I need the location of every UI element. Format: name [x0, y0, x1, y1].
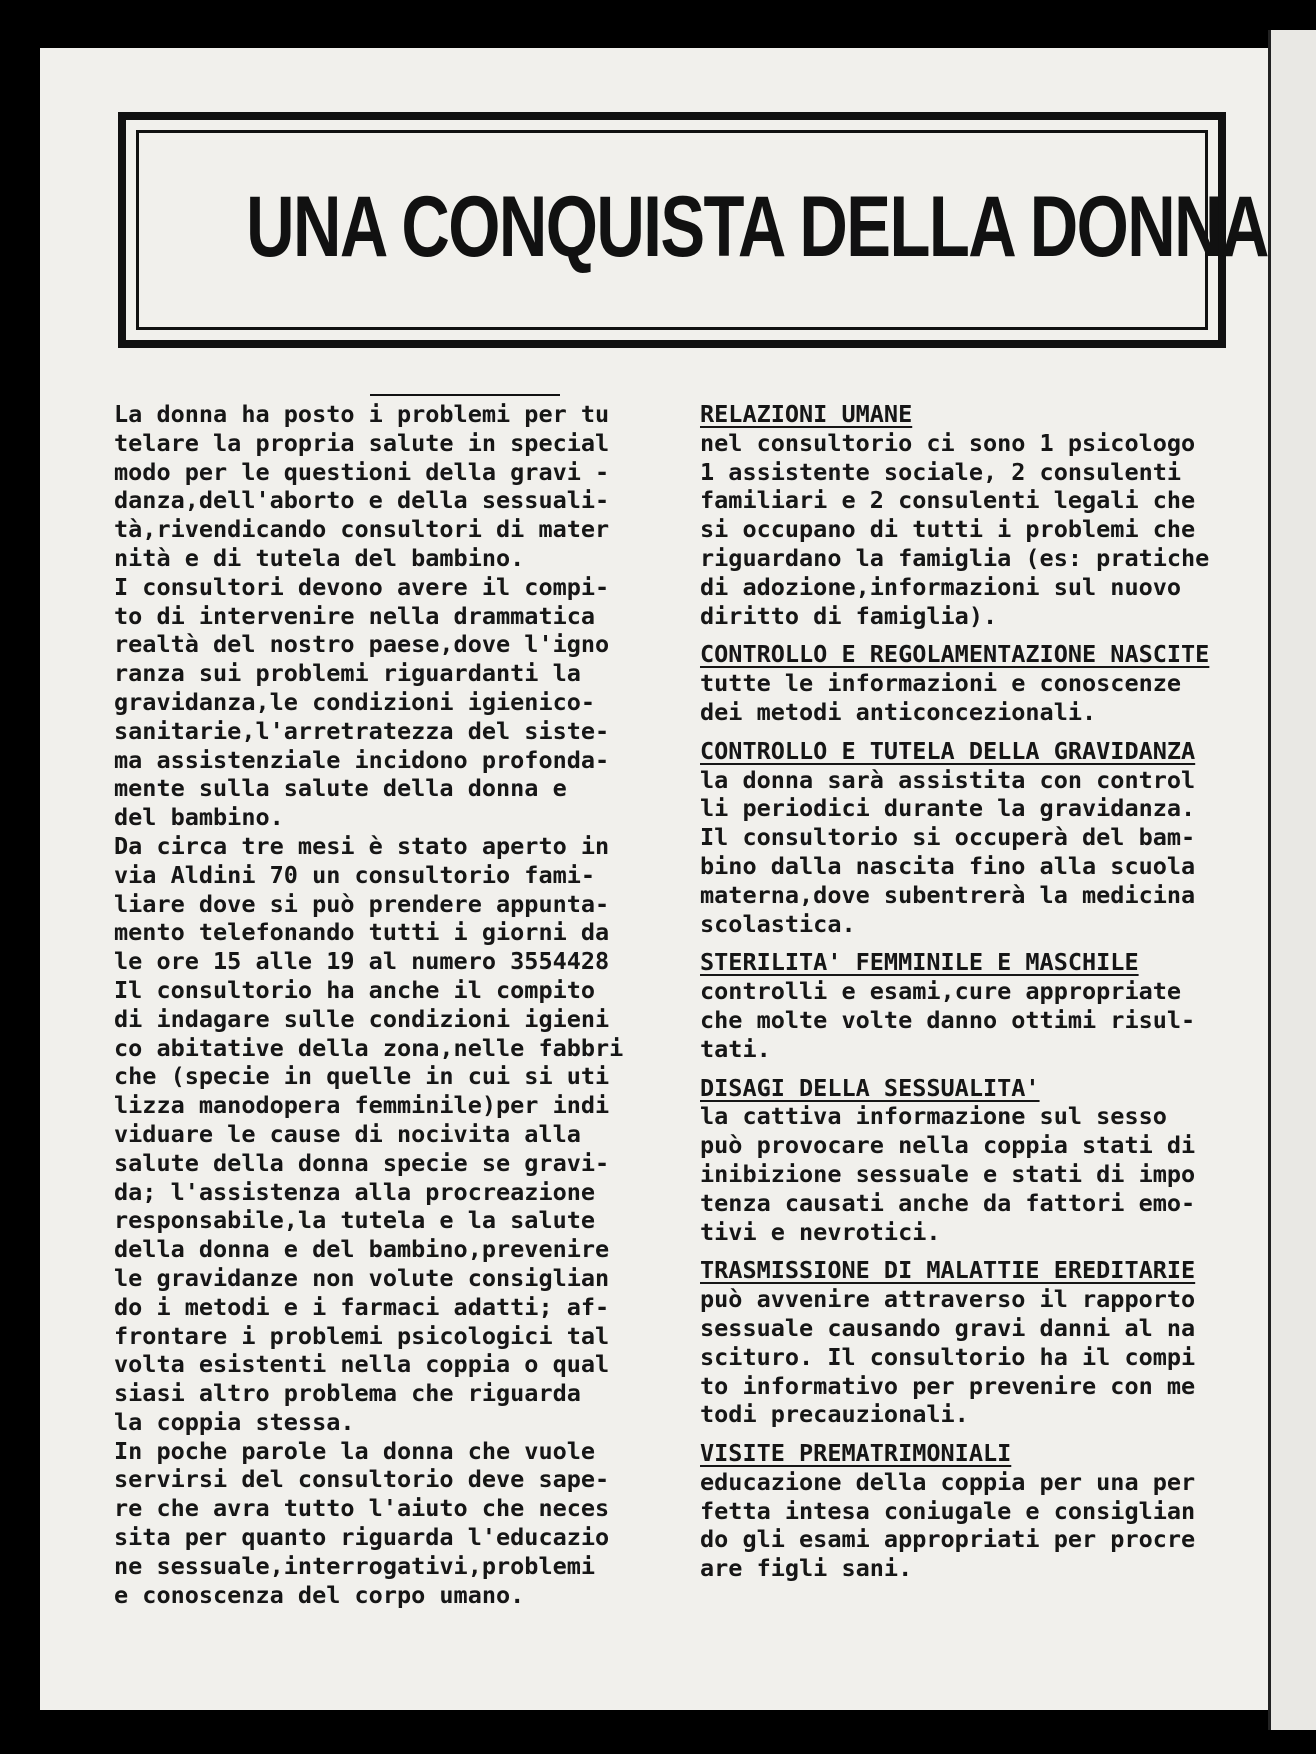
section-text-line: scolastica.	[700, 909, 856, 938]
body-text-line: tà,rivendicando consultori di mater	[114, 515, 610, 544]
section-block	[700, 400, 1260, 630]
body-text-line: ma assistenziale incidono profonda-	[114, 745, 610, 774]
body-text-line: le ore 15 alle 19 al numero 3554428	[114, 947, 610, 976]
body-text-line: nità e di tutela del bambino.	[114, 543, 525, 572]
section-text-line: dei metodi anticoncezionali.	[700, 697, 1097, 726]
body-text-line: realtà del nostro paese,dove l'igno	[114, 630, 610, 659]
body-text-line: viduare le cause di nocivita alla	[114, 1119, 581, 1148]
section-text-line: sessuale causando gravi danni al na	[700, 1313, 1196, 1342]
section-text-line: do gli esami appropriati per procre	[700, 1525, 1196, 1554]
section-block	[700, 948, 1260, 1063]
section-text-line: li periodici durante la gravidanza.	[700, 794, 1196, 823]
body-text-line: ranza sui problemi riguardanti la	[114, 659, 581, 688]
body-text-line: le gravidanze non volute consiglian	[114, 1263, 610, 1292]
section-text-line: bino dalla nascita fino alla scuola	[700, 851, 1196, 880]
body-text-line: del bambino.	[114, 803, 284, 832]
section-text-line: todi precauzionali.	[700, 1400, 969, 1429]
section-text-line: tutte le informazioni e conoscenze	[700, 669, 1182, 698]
body-text-line: In poche parole la donna che vuole	[114, 1436, 596, 1465]
section-heading: DISAGI DELLA SESSUALITA'	[700, 1073, 1040, 1102]
body-text-line: modo per le questioni della gravi -	[114, 457, 610, 486]
section-text-line: 1 assistente sociale, 2 consulenti	[700, 457, 1182, 486]
section-heading: VISITE PREMATRIMONIALI	[700, 1439, 1012, 1468]
body-text-line: gravidanza,le condizioni igienico-	[114, 687, 596, 716]
section-text-line: tivi e nevrotici.	[700, 1217, 941, 1246]
body-text-line: servirsi del consultorio deve sape-	[114, 1465, 610, 1494]
body-text-line: liare dove si può prendere appunta-	[114, 889, 610, 918]
body-text-line: di indagare sulle condizioni igieni	[114, 1004, 610, 1033]
body-text-line: La donna ha posto i problemi per tu	[114, 400, 610, 428]
body-text-line: Da circa tre mesi è stato aperto in	[114, 831, 610, 860]
document-page	[40, 48, 1268, 1710]
body-text-line: frontare i problemi psicologici tal	[114, 1321, 610, 1350]
body-text-line: telare la propria salute in special	[114, 428, 610, 457]
section-text-line: Il consultorio si occuperà del bam-	[700, 823, 1196, 852]
body-text-line: I consultori devono avere il compi-	[114, 572, 610, 601]
section-text-line: la cattiva informazione sul sesso	[700, 1102, 1167, 1131]
section-text-line: educazione della coppia per una per	[700, 1467, 1196, 1496]
body-text-line: siasi altro problema che riguarda	[114, 1379, 581, 1408]
body-text-line: sanitarie,l'arretratezza del siste-	[114, 716, 610, 745]
section-text-line: può avvenire attraverso il rapporto	[700, 1285, 1196, 1314]
section-text-line: tati.	[700, 1034, 771, 1063]
adjacent-page-edge	[1268, 30, 1316, 1730]
section-text-line: la donna sarà assistita con control	[700, 765, 1196, 794]
section-block	[700, 1439, 1260, 1583]
section-heading: CONTROLLO E TUTELA DELLA GRAVIDANZA	[700, 736, 1196, 765]
page-title: UNA CONQUISTA DELLA DONNA	[246, 179, 1268, 275]
section-text-line: to informativo per prevenire con me	[700, 1371, 1196, 1400]
section-text-line: tenza causati anche da fattori emo-	[700, 1188, 1196, 1217]
body-text-line: to di intervenire nella drammatica	[114, 601, 596, 630]
section-block	[700, 737, 1260, 939]
body-text-line: mento telefonando tutti i giorni da	[114, 918, 610, 947]
title-box	[118, 112, 1268, 348]
body-text-line: e conoscenza del corpo umano.	[114, 1580, 525, 1609]
section-text-line: può provocare nella coppia stati di	[700, 1131, 1196, 1160]
section-text-line: familiari e 2 consulenti legali che	[700, 486, 1196, 515]
body-text-line: responsabile,la tutela e la salute	[114, 1206, 596, 1235]
section-heading: CONTROLLO E REGOLAMENTAZIONE NASCITE	[700, 640, 1210, 669]
left-column	[114, 400, 674, 1609]
body-text-line: da; l'assistenza alla procreazione	[114, 1177, 596, 1206]
body-text-line: danza,dell'aborto e della sessuali-	[114, 486, 610, 515]
right-column	[700, 400, 1260, 1593]
body-text-line: via Aldini 70 un consultorio fami-	[114, 860, 596, 889]
section-block	[700, 1074, 1260, 1247]
body-text-line: salute della donna specie se gravi-	[114, 1148, 610, 1177]
section-text-line: di adozione,informazioni sul nuovo	[700, 572, 1182, 601]
section-heading: TRASMISSIONE DI MALATTIE EREDITARIE	[700, 1256, 1196, 1285]
body-text-line: lizza manodopera femminile)per indi	[114, 1091, 610, 1120]
section-text-line: scituro. Il consultorio ha il compi	[700, 1342, 1196, 1371]
section-text-line: riguardano la famiglia (es: pratiche	[700, 543, 1210, 572]
section-text-line: are figli sani.	[700, 1554, 913, 1583]
body-text-line: che (specie in quelle in cui si uti	[114, 1062, 610, 1091]
section-text-line: nel consultorio ci sono 1 psicologo	[700, 428, 1196, 457]
header-rule	[370, 394, 560, 396]
section-heading: RELAZIONI UMANE	[700, 400, 913, 428]
body-text-line: la coppia stessa.	[114, 1407, 355, 1436]
body-text-line: sita per quanto riguarda l'educazio	[114, 1523, 610, 1552]
body-text-line: ne sessuale,interrogativi,problemi	[114, 1551, 596, 1580]
section-text-line: diritto di famiglia).	[700, 601, 998, 630]
section-text-line: che molte volte danno ottimi risul-	[700, 1005, 1196, 1034]
section-block	[700, 1256, 1260, 1429]
body-text-line: co abitative della zona,nelle fabbri	[114, 1033, 624, 1062]
section-text-line: fetta intesa coniugale e consiglian	[700, 1496, 1196, 1525]
section-heading: STERILITA' FEMMINILE E MASCHILE	[700, 948, 1139, 977]
section-text-line: controlli e esami,cure appropriate	[700, 977, 1182, 1006]
body-text-line: do i metodi e i farmaci adatti; af-	[114, 1292, 610, 1321]
section-text-line: materna,dove subentrerà la medicina	[700, 880, 1196, 909]
section-block	[700, 640, 1260, 726]
section-text-line: inibizione sessuale e stati di impo	[700, 1159, 1196, 1188]
section-text-line: si occupano di tutti i problemi che	[700, 515, 1196, 544]
body-text-line: re che avra tutto l'aiuto che neces	[114, 1494, 610, 1523]
body-text-line: Il consultorio ha anche il compito	[114, 975, 596, 1004]
body-text-line: volta esistenti nella coppia o qual	[114, 1350, 610, 1379]
body-text-line: mente sulla salute della donna e	[114, 774, 567, 803]
body-text-line: della donna e del bambino,prevenire	[114, 1235, 610, 1264]
